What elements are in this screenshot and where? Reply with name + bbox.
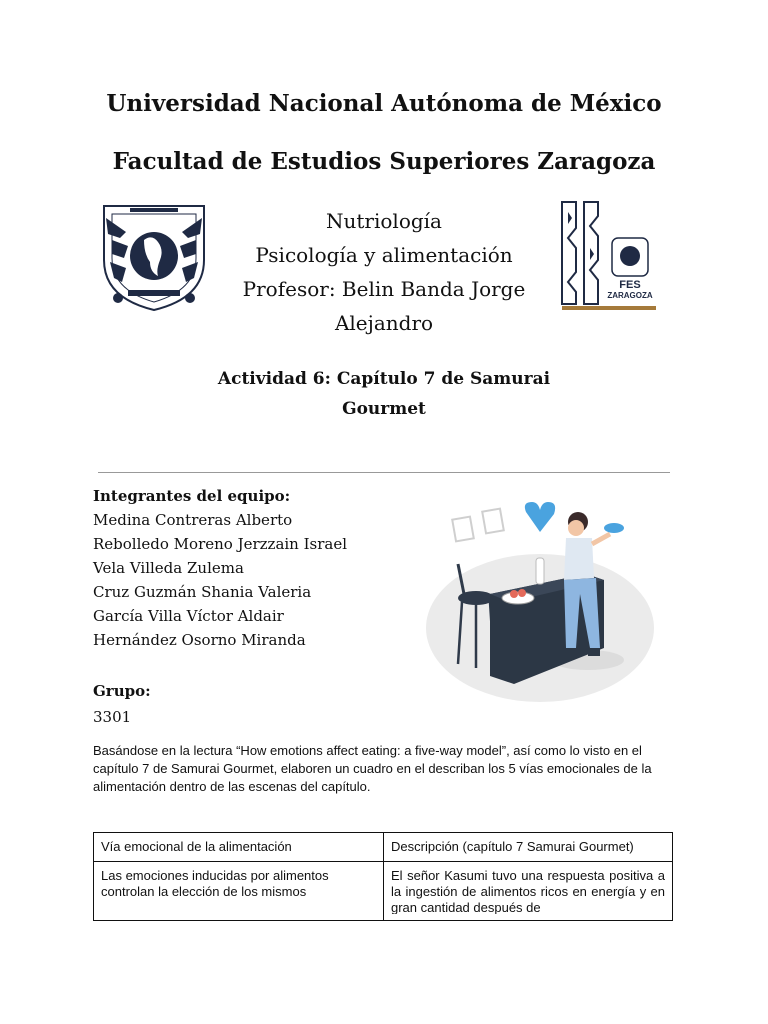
column-header-via: Vía emocional de la alimentación bbox=[94, 833, 384, 862]
cell-via: Las emociones inducidas por alimentos controlan la elección de los mismos bbox=[94, 862, 384, 921]
unam-seal-logo bbox=[98, 198, 210, 314]
professor-line-1: Profesor: Belin Banda Jorge bbox=[242, 277, 526, 301]
divider bbox=[98, 472, 670, 473]
activity-line-1: Actividad 6: Capítulo 7 de Samurai bbox=[217, 369, 551, 389]
member-name: Cruz Guzmán Shania Valeria bbox=[93, 583, 312, 601]
zaragoza-logo-text: ZARAGOZA bbox=[607, 291, 653, 300]
emotional-pathways-table bbox=[93, 832, 673, 921]
cell-descripcion-text: El señor Kasumi tuvo una respuesta positiva a la ingestión de alimentos ricos en energía y en gran cantidad después de bbox=[391, 868, 665, 914]
member-name: Rebolledo Moreno Jerzzain Israel bbox=[93, 535, 348, 553]
university-title: Universidad Nacional Autónoma de México bbox=[106, 90, 662, 117]
group-info bbox=[93, 678, 151, 730]
fes-logo-text: FES bbox=[619, 279, 641, 291]
column-header-descripcion: Descripción (capítulo 7 Samurai Gourmet) bbox=[384, 833, 673, 862]
activity-line-2: Gourmet bbox=[342, 399, 426, 419]
member-name: Vela Villeda Zulema bbox=[93, 559, 244, 577]
member-name: Medina Contreras Alberto bbox=[93, 511, 293, 529]
team-heading: Integrantes del equipo: bbox=[93, 487, 291, 505]
activity-title bbox=[200, 364, 568, 424]
subject-name: Psicología y alimentación bbox=[255, 243, 513, 267]
member-name: García Villa Víctor Aldair bbox=[93, 607, 284, 625]
fes-zaragoza-logo bbox=[558, 198, 658, 314]
table-row bbox=[94, 862, 673, 921]
team-members bbox=[93, 484, 347, 652]
group-number: 3301 bbox=[93, 708, 132, 726]
group-heading: Grupo: bbox=[93, 682, 151, 700]
professor-line-2: Alejandro bbox=[334, 311, 434, 335]
course-block bbox=[220, 204, 548, 340]
instructions-paragraph: Basándose en la lectura “How emotions affect eating: a five-way model”, así como lo visto en el capítulo 7 de Samurai Gourmet, elaboren un cuadro en el describan los 5 vías emocionales de la alimentación dentro de las escenas del capítulo. bbox=[93, 743, 652, 794]
eating-illustration bbox=[418, 498, 656, 710]
member-name: Hernández Osorno Miranda bbox=[93, 631, 306, 649]
table-header-row bbox=[94, 833, 673, 862]
cell-descripcion bbox=[384, 862, 673, 921]
faculty-title: Facultad de Estudios Superiores Zaragoza bbox=[112, 148, 656, 175]
program-name: Nutriología bbox=[326, 209, 442, 233]
